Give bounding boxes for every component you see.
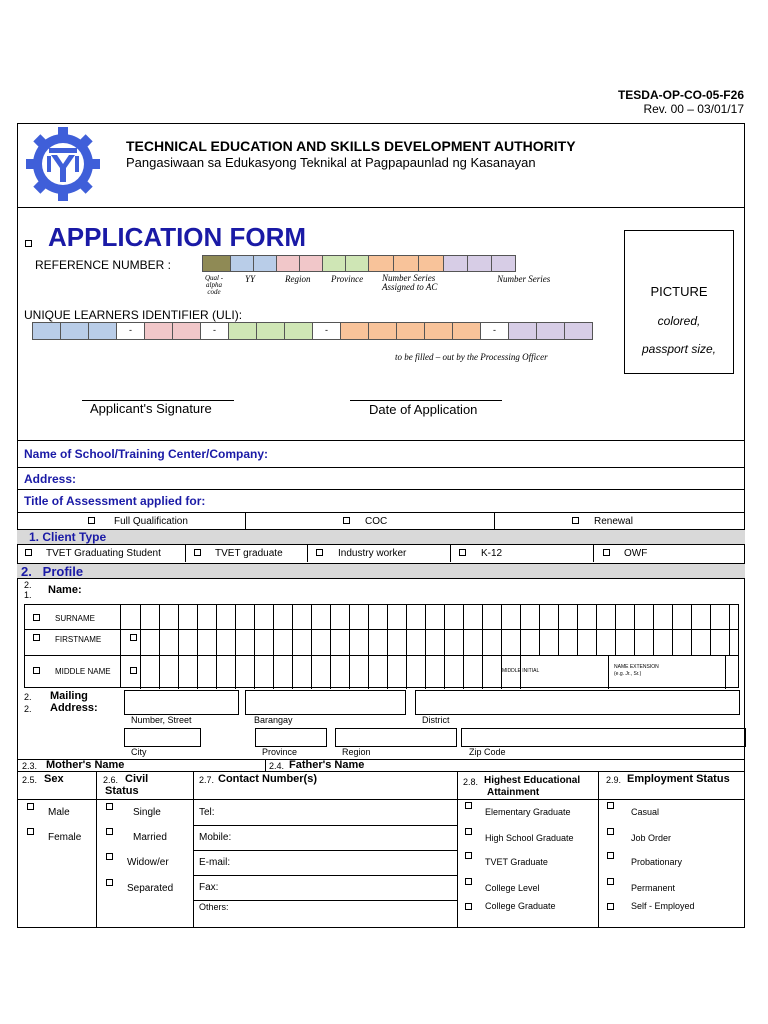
casual-checkbox[interactable] [607,802,614,809]
email-label[interactable]: E-mail: [199,857,231,868]
form-code: TESDA-OP-CO-05-F26 [617,88,744,102]
district-field[interactable] [415,690,740,715]
address-label: Address: [24,472,77,486]
picture-line-1: colored, [657,314,701,328]
ref-box[interactable] [467,255,492,272]
education-number: 2.8. [463,777,479,787]
coc-checkbox[interactable] [343,517,350,524]
middlename-checkbox[interactable] [33,667,40,674]
female-checkbox[interactable] [27,828,34,835]
ref-box[interactable] [202,255,231,272]
uli-box[interactable] [424,322,453,340]
form-title: APPLICATION FORM [48,222,307,252]
name-cell-divider [254,655,255,689]
ref-box[interactable] [491,255,516,272]
name-cell-divider [349,605,350,655]
name-cell-divider [596,605,597,655]
middlename-box-checkbox[interactable] [130,667,137,674]
ref-caption-qual: Qual - alpha code [204,274,224,296]
civil-number: 2.6. [103,775,119,785]
ref-box[interactable] [368,255,394,272]
name-extension-example: (e.g. Jr., Sr.) [614,671,642,677]
name-cell-divider [140,605,141,655]
owf-label: OWF [624,548,648,559]
name-number-bottom: 1. [24,590,32,600]
name-cell-divider [577,605,578,655]
full-qualification-checkbox[interactable] [88,517,95,524]
name-cell-divider [406,655,407,689]
name-cell-divider [368,655,369,689]
probationary-checkbox[interactable] [607,852,614,859]
name-cell-divider [725,655,726,689]
city-label: City [131,747,147,757]
name-cell-divider [672,605,673,655]
uli-box[interactable] [172,322,201,340]
full-qualification-label: Full Qualification [114,516,188,527]
profile-header [17,563,745,579]
ref-box[interactable] [276,255,300,272]
others-label[interactable]: Others: [199,902,229,912]
number-street-label: Number, Street [131,715,192,725]
name-cell-divider [463,655,464,689]
uli-box[interactable] [508,322,537,340]
uli-dash: - [200,322,229,340]
barangay-field[interactable] [245,690,406,715]
name-cell-divider [330,655,331,689]
name-cell-divider [710,605,711,655]
name-extension-label: NAME EXTENSION [614,664,659,670]
name-cell-divider [539,605,540,655]
mobile-label[interactable]: Mobile: [199,832,232,843]
ref-box[interactable] [253,255,277,272]
female-label: Female [48,832,82,843]
name-cell-divider [292,655,293,689]
attainment-label: Attainment [487,787,540,798]
ref-box[interactable] [393,255,419,272]
name-cell-divider [273,655,274,689]
surname-checkbox[interactable] [33,614,40,621]
tvet-graduate-label: TVET graduate [215,548,283,559]
job-order-label: Job Order [631,833,672,843]
title-checkbox[interactable] [25,240,32,247]
uli-box[interactable] [340,322,369,340]
name-cell-divider [235,655,236,689]
ref-box[interactable] [443,255,468,272]
name-cell-divider [558,605,559,655]
sex-label: Sex [44,773,64,785]
name-cell-divider [482,655,483,689]
civil-label: Civil [125,773,149,785]
father-number: 2.4. [269,761,285,771]
name-cell-divider [159,655,160,689]
assessment-label: Title of Assessment applied for: [24,494,206,508]
name-cell-divider [254,605,255,655]
sex-number: 2.5. [22,775,38,785]
uli-dash: - [116,322,145,340]
city-field[interactable] [124,728,201,747]
single-checkbox[interactable] [106,803,113,810]
province-label: Province [262,747,298,757]
ref-box[interactable] [230,255,254,272]
ref-caption-province: Province [331,274,364,284]
firstname-label: FIRSTNAME [55,635,102,644]
single-label: Single [133,807,161,818]
picture-title: PICTURE [650,284,708,299]
client-type-header [17,529,745,545]
contact-number: 2.7. [199,775,215,785]
name-cell-divider [235,605,236,655]
province-field[interactable] [255,728,327,747]
renewal-checkbox[interactable] [572,517,579,524]
ref-caption-series-ac: Number Series Assigned to AC [382,273,438,292]
name-cell-divider [197,655,198,689]
name-cell-divider [501,605,502,655]
tvet-graduate-edu-label: TVET Graduate [485,857,548,867]
school-name-label: Name of School/Training Center/Company: [24,447,269,461]
barangay-label: Barangay [254,715,293,725]
uli-box[interactable] [396,322,425,340]
agency-name: TECHNICAL EDUCATION AND SKILLS DEVELOPMENT AUTHORITY [126,138,576,154]
owf-checkbox[interactable] [603,549,610,556]
name-cell-divider [653,605,654,655]
tvet-graduate-edu-checkbox[interactable] [465,852,472,859]
reference-number-label: REFERENCE NUMBER : [35,258,172,272]
region-field[interactable] [335,728,457,747]
name-cell-divider [387,655,388,689]
name-cell-divider [444,605,445,655]
fax-label[interactable]: Fax: [199,882,219,893]
industry-worker-label: Industry worker [338,548,407,559]
employment-number: 2.9. [606,775,622,785]
name-cell-divider [159,605,160,655]
married-checkbox[interactable] [106,828,113,835]
married-label: Married [133,832,167,843]
name-cell-divider [140,655,141,689]
name-cell-divider [482,605,483,655]
industry-worker-checkbox[interactable] [316,549,323,556]
uli-label: UNIQUE LEARNERS IDENTIFIER (ULI): [24,308,243,322]
college-level-label: College Level [485,883,540,893]
male-label: Male [48,807,70,818]
uli-dash: - [312,322,341,340]
name-cell-divider [216,655,217,689]
middle-initial-label: MIDDLE INITIAL [502,668,540,674]
renewal-label: Renewal [594,516,633,527]
name-cell-divider [216,605,217,655]
signature-label: Applicant's Signature [90,401,212,416]
name-cell-divider [608,655,609,689]
revision: Rev. 00 – 03/01/17 [643,102,744,116]
name-cell-divider [178,605,179,655]
name-label: Name: [48,584,82,596]
widower-label: Widow/er [127,857,169,868]
mailing-number-bottom: 2. [24,704,32,714]
uli-box[interactable] [452,322,481,340]
ref-caption-series: Number Series [497,274,551,284]
separated-label: Separated [127,883,174,894]
mailing-address-label: Address: [50,702,98,714]
self-employed-checkbox[interactable] [607,903,614,910]
mailing-number-top: 2. [24,692,32,702]
ref-box[interactable] [322,255,346,272]
name-cell-divider [444,655,445,689]
uli-box[interactable] [32,322,61,340]
tvet-graduating-checkbox[interactable] [25,549,32,556]
picture-box[interactable] [624,230,734,374]
name-cell-divider [425,655,426,689]
uli-box[interactable] [88,322,117,340]
tesda-logo-icon [24,126,102,202]
tvet-graduating-label: TVET Graduating Student [46,548,161,559]
zip-code-field[interactable] [461,728,746,747]
ref-box[interactable] [345,255,369,272]
district-label: District [422,715,450,725]
permanent-checkbox[interactable] [607,878,614,885]
mother-name-label: Mother's Name [46,759,125,771]
father-name-label: Father's Name [289,759,365,771]
male-checkbox[interactable] [27,803,34,810]
separated-checkbox[interactable] [106,879,113,886]
client-type-title: 1. Client Type [29,530,107,544]
ref-box[interactable] [299,255,323,272]
uli-box[interactable] [60,322,89,340]
education-label: Highest Educational [484,775,581,786]
reference-number-boxes[interactable] [202,255,515,272]
name-cell-divider [615,605,616,655]
street-field[interactable] [124,690,239,715]
picture-line-2: passport size, [641,342,717,356]
college-graduate-label: College Graduate [485,901,556,911]
elementary-label: Elementary Graduate [485,807,571,817]
mother-number: 2.3. [22,761,38,771]
name-cell-divider [729,605,730,655]
coc-label: COC [365,516,388,527]
zip-code-label: Zip Code [469,747,506,757]
name-cell-divider [691,605,692,655]
tel-label[interactable]: Tel: [199,807,215,818]
self-employed-label: Self - Employed [631,901,695,911]
date-label: Date of Application [369,402,478,417]
uli-box[interactable] [228,322,257,340]
processing-note: to be filled – out by the Processing Officer [395,352,548,362]
uli-box[interactable] [284,322,313,340]
ref-box[interactable] [418,255,444,272]
ref-caption-yy: YY [245,274,256,284]
name-cell-divider [349,655,350,689]
name-cell-divider [634,605,635,655]
uli-box[interactable] [256,322,285,340]
uli-boxes[interactable] [32,322,592,340]
name-cell-divider [311,605,312,655]
uli-box[interactable] [536,322,565,340]
name-cell-divider [197,605,198,655]
agency-name-filipino: Pangasiwaan sa Edukasyong Teknikal at Pagpapaunlad ng Kasanayan [126,155,536,170]
status-label: Status [105,785,139,797]
name-number-top: 2. [24,580,32,590]
tvet-graduate-checkbox[interactable] [194,549,201,556]
uli-box[interactable] [564,322,593,340]
name-cell-divider [292,605,293,655]
name-cell-divider [520,605,521,655]
high-school-label: High School Graduate [485,833,574,843]
middlename-label: MIDDLE NAME [55,667,111,676]
job-order-checkbox[interactable] [607,828,614,835]
name-cell-divider [330,605,331,655]
profile-title: 2. Profile [21,564,84,579]
name-cell-divider [273,605,274,655]
permanent-label: Permanent [631,883,676,893]
name-cell-divider [368,605,369,655]
mailing-label: Mailing [50,690,88,702]
uli-dash: - [480,322,509,340]
elementary-checkbox[interactable] [465,802,472,809]
name-cell-divider [406,605,407,655]
casual-label: Casual [631,807,660,817]
firstname-box-checkbox[interactable] [130,634,137,641]
name-cell-divider [178,655,179,689]
college-level-checkbox[interactable] [465,878,472,885]
name-cell-divider [463,605,464,655]
name-cell-divider [425,605,426,655]
widower-checkbox[interactable] [106,853,113,860]
employment-label: Employment Status [627,773,730,785]
uli-box[interactable] [368,322,397,340]
college-graduate-checkbox[interactable] [465,903,472,910]
probationary-label: Probationary [631,857,683,867]
firstname-checkbox[interactable] [33,634,40,641]
region-label: Region [342,747,371,757]
contact-label: Contact Number(s) [218,773,318,785]
k12-label: K-12 [481,548,503,559]
name-cell-divider [387,605,388,655]
high-school-checkbox[interactable] [465,828,472,835]
name-cell-divider [311,655,312,689]
ref-caption-region: Region [285,274,311,284]
k12-checkbox[interactable] [459,549,466,556]
surname-label: SURNAME [55,614,96,623]
uli-box[interactable] [144,322,173,340]
